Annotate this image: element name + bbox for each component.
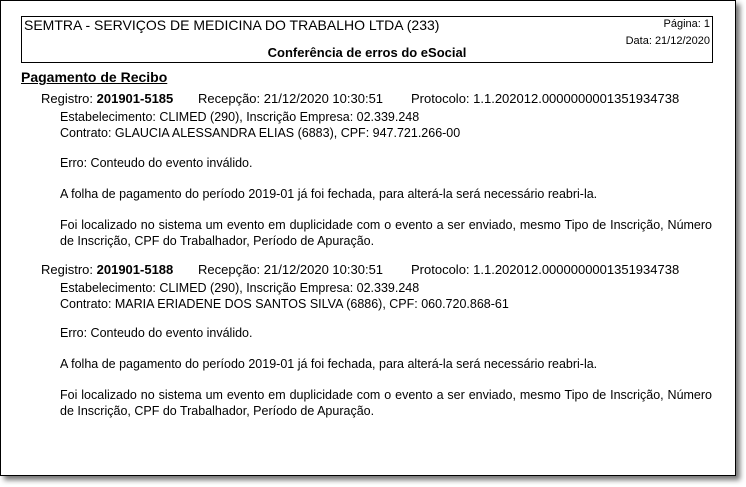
- registro-field: Registro: 201901-5188: [41, 262, 174, 277]
- registro-number: 201901-5188: [96, 262, 174, 277]
- protocolo-field: Protocolo: 1.1.202012.0000000001351934738: [411, 262, 680, 277]
- estabelecimento-line: Estabelecimento: CLIMED (290), Inscrição Empresa: 02.339.248: [60, 281, 420, 295]
- protocolo-field: Protocolo: 1.1.202012.0000000001351934738: [411, 91, 680, 106]
- report-date: Data: 21/12/2020: [625, 35, 710, 47]
- registro-number: 201901-5185: [96, 91, 174, 106]
- report-header: [21, 16, 713, 63]
- report-title: Conferência de erros do eSocial: [267, 45, 467, 60]
- record: [41, 91, 713, 248]
- error-line: Erro: Conteudo do evento inválido.: [60, 156, 253, 170]
- error-message: Foi localizado no sistema um evento em duplicidade com o evento a ser enviado, mesmo Tipo de Inscrição, Número de Inscrição, CPF do Trabalhador, Período de Apuração.: [60, 388, 712, 418]
- contrato-line: Contrato: MARIA ERIADENE DOS SANTOS SILVA (6886), CPF: 060.720.868-61: [60, 297, 509, 311]
- recepcao-field: Recepção: 21/12/2020 10:30:51: [198, 262, 384, 277]
- recepcao-field: Recepção: 21/12/2020 10:30:51: [198, 91, 384, 106]
- registro-line: [41, 91, 713, 106]
- estabelecimento-line: Estabelecimento: CLIMED (290), Inscrição Empresa: 02.339.248: [60, 110, 420, 124]
- error-message: Foi localizado no sistema um evento em duplicidade com o evento a ser enviado, mesmo Tipo de Inscrição, Número de Inscrição, CPF do Trabalhador, Período de Apuração.: [60, 218, 712, 248]
- company-name: SEMTRA - SERVIÇOS DE MEDICINA DO TRABALHO LTDA (233): [24, 17, 440, 33]
- section-title: Pagamento de Recibo: [21, 69, 168, 85]
- page-number: Página: 1: [663, 18, 710, 30]
- contrato-line: Contrato: GLAUCIA ALESSANDRA ELIAS (6883), CPF: 947.721.266-00: [60, 126, 461, 140]
- registro-line: [41, 262, 713, 277]
- error-message: A folha de pagamento do período 2019-01 já foi fechada, para alterá-la será necessário reabri-la.: [60, 187, 598, 201]
- record: [41, 262, 713, 418]
- error-message: A folha de pagamento do período 2019-01 já foi fechada, para alterá-la será necessário reabri-la.: [60, 357, 598, 371]
- error-line: Erro: Conteudo do evento inválido.: [60, 326, 253, 340]
- registro-field: Registro: 201901-5185: [41, 91, 174, 106]
